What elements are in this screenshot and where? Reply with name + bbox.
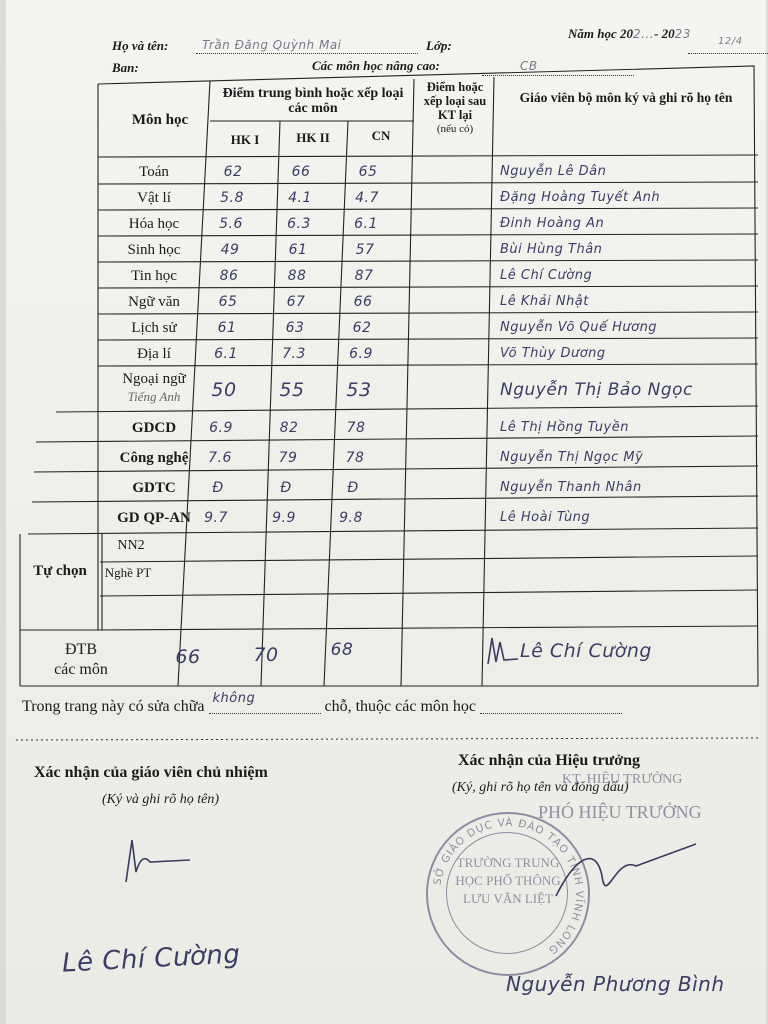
- grade-cn: 62: [352, 320, 372, 336]
- avg-cn: 68: [330, 640, 354, 660]
- teacher-signature: Đinh Hoàng An: [500, 216, 605, 231]
- corrections-line: [22, 691, 622, 716]
- table-row: [6, 342, 766, 366]
- grade-hk2: 88: [287, 268, 307, 284]
- table-row: [6, 160, 766, 184]
- teacher-signature: Nguyễn Võ Quế Hương: [500, 320, 658, 335]
- grade-hk2: 66: [291, 164, 311, 180]
- teacher-signature: Võ Thùy Dương: [500, 346, 606, 361]
- grade-cn: 66: [353, 294, 373, 310]
- table-row: [6, 504, 766, 532]
- subject-name: Ngữ văn: [128, 294, 180, 310]
- subject-name: Vật lí: [137, 190, 171, 206]
- grade-hk1: 6.9: [209, 420, 233, 436]
- grade-cn: 6.1: [354, 216, 378, 232]
- col-teacher-header: Giáo viên bộ môn ký và ghi rõ họ tên: [519, 90, 733, 105]
- homeroom-signature-name: Lê Chí Cường: [61, 939, 242, 979]
- subject-name-line2: Tiếng Anh: [127, 389, 181, 404]
- table-row: [6, 414, 766, 442]
- avg-label-line2: các môn: [54, 661, 108, 678]
- grade-hk1: 49: [220, 242, 240, 258]
- corrections-field: [209, 691, 321, 714]
- teacher-signature: Đặng Hoàng Tuyết Anh: [500, 190, 661, 205]
- homeroom-signature-mark: [106, 832, 206, 892]
- table-row: [6, 444, 766, 472]
- avg-teacher-signature: Lê Chí Cường: [520, 640, 652, 662]
- grade-cn: 9.8: [339, 510, 363, 526]
- teacher-signature: Lê Hoài Tùng: [500, 510, 591, 525]
- teacher-signature: Nguyễn Lê Dân: [500, 164, 607, 179]
- year-to: 23: [674, 27, 691, 41]
- col-hk1-header: HK I: [230, 132, 260, 147]
- table-row: [6, 474, 766, 502]
- subject-name: GD QP-AN: [117, 510, 191, 526]
- grade-cn: 87: [354, 268, 374, 284]
- grade-hk1: 62: [223, 164, 243, 180]
- avg-label-line1: ĐTB: [65, 641, 97, 658]
- teacher-signature: Nguyễn Thanh Nhân: [500, 480, 642, 495]
- table-row: [6, 264, 766, 288]
- year-from: 2...: [633, 27, 655, 41]
- grade-hk2: 63: [285, 320, 305, 336]
- avg-label: [36, 640, 126, 680]
- grade-hk2: 61: [288, 242, 308, 258]
- elective-nn2: NN2: [117, 538, 145, 553]
- ban-value: CB: [520, 59, 538, 73]
- grade-hk2: 79: [278, 450, 298, 466]
- table-row: [6, 186, 766, 210]
- col-retest-title: Điểm hoặc xếp loại sau KT lại: [423, 80, 487, 122]
- col-retest-header: [420, 80, 490, 136]
- grade-hk2: 82: [279, 420, 299, 436]
- subject-name: Địa lí: [137, 346, 171, 362]
- year-sep: - 20: [654, 26, 675, 41]
- grade-hk1: 9.7: [204, 510, 228, 526]
- grade-hk2: 4.1: [288, 190, 312, 206]
- grade-hk1: 7.6: [208, 450, 232, 466]
- grade-cn: 65: [358, 164, 378, 180]
- grade-hk2: 55: [279, 379, 305, 401]
- col-retest-note: (nếu có): [436, 123, 474, 135]
- grade-cn: 78: [346, 420, 366, 436]
- table-row: [6, 238, 766, 262]
- subject-name: GDTC: [132, 480, 176, 496]
- name-label: Họ và tên:: [112, 38, 169, 53]
- avg-signature-mark: [482, 632, 522, 672]
- teacher-signature: Nguyễn Thị Ngọc Mỹ: [500, 450, 644, 465]
- grade-hk2: Đ: [280, 480, 292, 496]
- subject-name: Tin học: [131, 268, 177, 284]
- year-label: Năm học 20: [568, 26, 633, 41]
- name-value: Trần Đăng Quỳnh Mai: [202, 38, 342, 52]
- grade-cn: Đ: [347, 480, 359, 496]
- table-row: [6, 316, 766, 340]
- principal-signature-mark: [546, 836, 706, 926]
- col-avg-group-header: Điểm trung bình hoặc xếp loại các môn: [222, 86, 404, 116]
- subject-name: Lịch sử: [131, 320, 177, 336]
- grade-cn: 6.9: [349, 346, 373, 362]
- table-row: [6, 212, 766, 236]
- grade-hk2: 7.3: [282, 346, 306, 362]
- grade-hk1: 6.1: [214, 346, 238, 362]
- grade-hk2: 6.3: [287, 216, 311, 232]
- grade-hk1: 61: [217, 320, 237, 336]
- principal-signature-name: Nguyễn Phương Bình: [506, 972, 725, 996]
- subject-name: GDCD: [131, 420, 177, 436]
- subject-name-line1: Ngoại ngữ: [122, 371, 186, 387]
- elective-nghe-pt: Nghề PT: [104, 565, 152, 580]
- grade-hk1: Đ: [212, 480, 224, 496]
- corrections-suffix: chỗ, thuộc các môn học: [324, 698, 476, 715]
- seal-ring-textpath: SỞ GIÁO DỤC VÀ ĐÀO TẠO TỈNH VĨNH LONG: [431, 816, 586, 957]
- subject-name: Hóa học: [128, 216, 180, 232]
- grade-hk1: 5.6: [219, 216, 243, 232]
- grade-cn: 53: [346, 379, 372, 401]
- corrections-subjects-field: [480, 699, 622, 714]
- principal-role-2: PHÓ HIỆU TRƯỞNG: [538, 802, 702, 822]
- homeroom-title: Xác nhận của giáo viên chủ nhiệm: [34, 764, 268, 781]
- report-card-page: [6, 0, 766, 1024]
- subject-name: Toán: [139, 164, 169, 180]
- grade-cn: 57: [355, 242, 375, 258]
- grade-hk2: 67: [286, 294, 306, 310]
- grade-hk1: 50: [211, 379, 237, 401]
- teacher-signature: Lê Chí Cường: [500, 268, 593, 283]
- grade-hk1: 65: [218, 294, 238, 310]
- advanced-label: Các môn học nâng cao:: [312, 58, 440, 73]
- corrections-prefix: Trong trang này có sửa chữa: [22, 698, 205, 715]
- principal-title: Xác nhận của Hiệu trưởng: [458, 752, 641, 769]
- table-row: [6, 290, 766, 314]
- teacher-signature: Nguyễn Thị Bảo Ngọc: [500, 380, 693, 400]
- grade-cn: 4.7: [355, 190, 379, 206]
- principal-subtitle: (Ký, ghi rõ họ tên và đóng dấu): [452, 780, 629, 795]
- ban-label: Ban:: [112, 60, 139, 75]
- principal-role-1: KT. HIỆU TRƯỞNG: [562, 772, 683, 787]
- grade-hk2: 9.9: [272, 510, 296, 526]
- teacher-signature: Lê Khải Nhật: [500, 294, 589, 309]
- class-value: 12/4: [718, 36, 743, 47]
- class-label: Lớp:: [426, 38, 452, 53]
- col-subject-header: Môn học: [131, 112, 189, 128]
- table-row: [6, 370, 766, 410]
- grade-hk1: 86: [219, 268, 239, 284]
- teacher-signature: Bùi Hùng Thân: [500, 242, 603, 257]
- subject-name: Công nghệ: [119, 450, 189, 466]
- corrections-value: không: [212, 691, 256, 706]
- homeroom-subtitle: (Ký và ghi rõ họ tên): [102, 792, 220, 807]
- seal-center-text: TRƯỜNG TRUNG HỌC PHỔ THÔNG LƯU VĂN LIỆT: [455, 855, 561, 906]
- grade-cn: 78: [345, 450, 365, 466]
- col-hk2-header: HK II: [296, 130, 330, 145]
- avg-hk2: 70: [253, 644, 279, 666]
- avg-hk1: 66: [175, 646, 201, 668]
- grade-hk1: 5.8: [220, 190, 244, 206]
- teacher-signature: Lê Thị Hồng Tuyền: [500, 420, 629, 435]
- subject-name: Sinh học: [127, 242, 181, 258]
- elective-label: Tự chọn: [33, 563, 87, 579]
- col-cn-header: CN: [371, 128, 391, 143]
